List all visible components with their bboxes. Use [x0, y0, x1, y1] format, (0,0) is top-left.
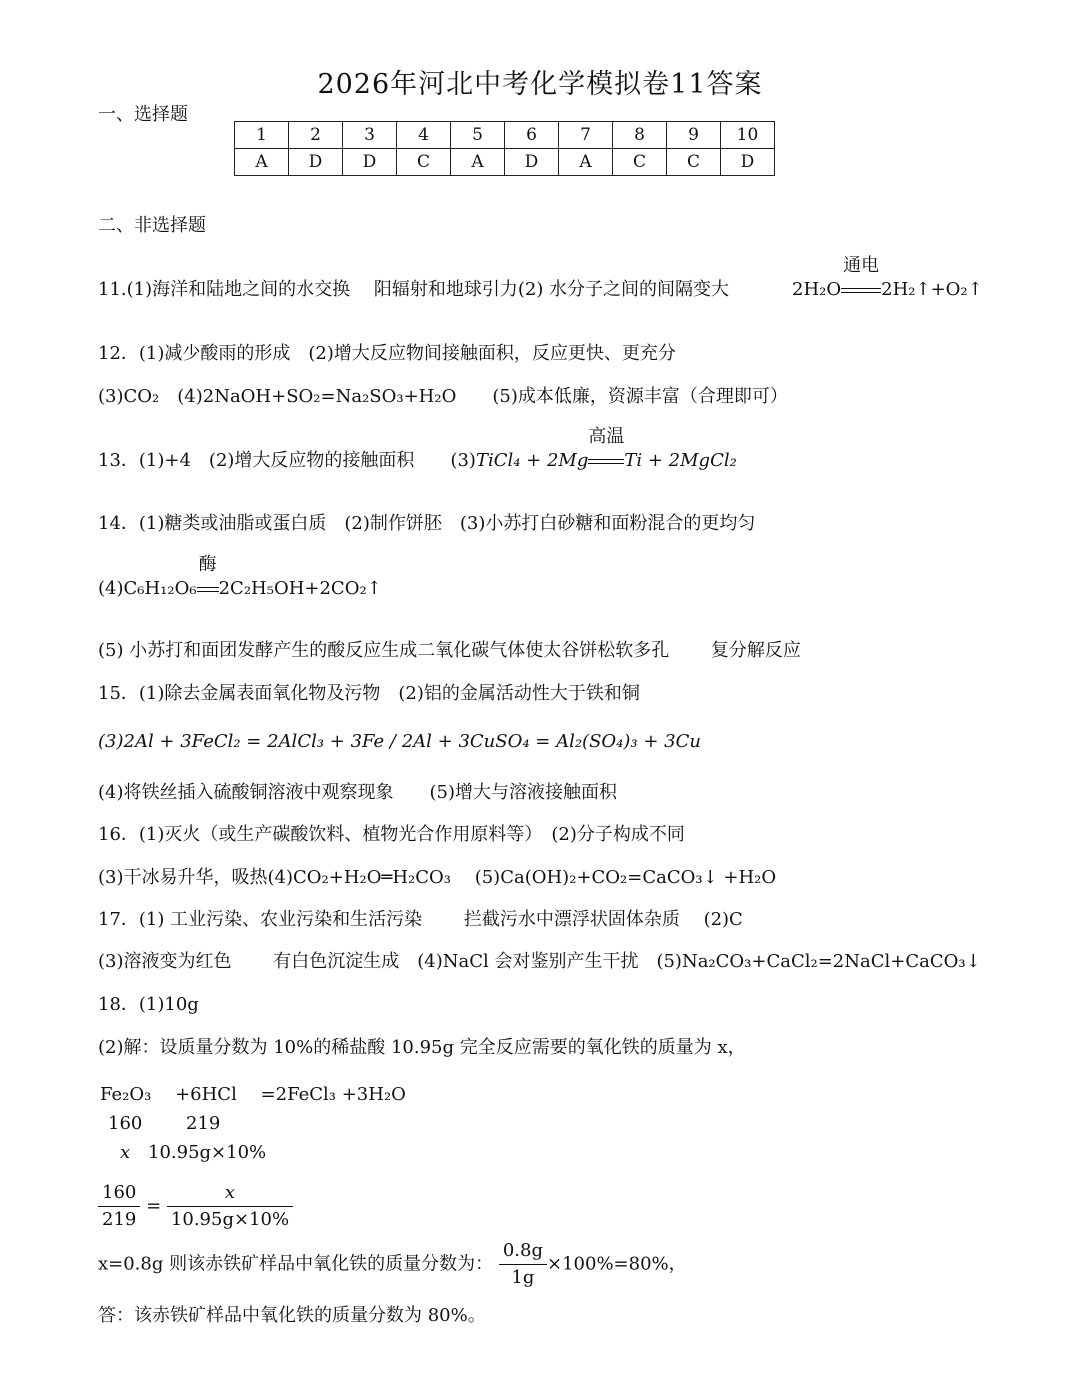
q18-result-num: 0.8g	[499, 1242, 547, 1265]
q14-line3: (5) 小苏打和面团发酵产生的酸反应生成二氧化碳气体使太谷饼松软多孔 复分解反应	[98, 640, 801, 661]
answer-table-answer-cell: C	[667, 149, 721, 176]
q18-result-prefix: x=0.8g 则该赤铁矿样品中氧化铁的质量分数为：	[98, 1253, 494, 1275]
q18-molar-mass-hcl: 219	[186, 1113, 221, 1134]
q17-line1: 17．(1) 工业污染、农业污染和生活污染 拦截污水中漂浮状固体杂质 (2)C	[98, 909, 743, 930]
q15-line3: (4)将铁丝插入硫酸铜溶液中观察现象 (5)增大与溶液接触面积	[98, 782, 617, 803]
q12-line1: 12．(1)减少酸雨的形成 (2)增大反应物间接触面积，反应更快、更充分	[98, 343, 676, 364]
q18-result-suffix: ×100%=80%，	[547, 1253, 687, 1275]
answer-table-answer-cell: D	[343, 149, 397, 176]
q14-eq-left: (4)C₆H₁₂O₆	[98, 578, 197, 599]
q18-result	[98, 1242, 687, 1287]
q11-eq-condition: 通电	[843, 255, 880, 276]
section-choice-heading: 一、选择题	[98, 104, 188, 125]
q14-eq-condition: 酶	[198, 554, 217, 575]
q11-eq-right: 2H₂↑+O₂↑	[881, 279, 983, 300]
q18-reaction: Fe₂O₃ +6HCl =2FeCl₃ +3H₂O	[100, 1084, 406, 1105]
q18-result-den: 1g	[511, 1267, 535, 1288]
q14-eq-right: 2C₂H₅OH+2CO₂↑	[218, 578, 382, 599]
answer-table-number-cell: 2	[289, 122, 343, 149]
q13-line	[98, 426, 737, 471]
answer-table-number-cell: 10	[721, 122, 775, 149]
q13-eq-condition: 高温	[588, 426, 625, 447]
answer-table-answer-cell: D	[289, 149, 343, 176]
q14-line1: 14．(1)糖类或油脂或蛋白质 (2)制作饼胚 (3)小苏打白砂糖和面粉混合的更均匀	[98, 513, 756, 534]
answer-table-number-cell: 3	[343, 122, 397, 149]
answer-table-number-cell: 7	[559, 122, 613, 149]
q11-eq-left: 2H₂O	[792, 279, 842, 300]
q12-line2: (3)CO₂ (4)2NaOH+SO₂=Na₂SO₃+H₂O (5)成本低廉，资源丰富（合理即可）	[98, 386, 788, 407]
answer-table-number-cell: 6	[505, 122, 559, 149]
answer-table-number-cell: 1	[235, 122, 289, 149]
q18-ratio: $\frac{160}{219}$ = $\frac{x}{10.95g\times 10\%}$	[98, 1184, 293, 1229]
q11-equation	[792, 255, 983, 300]
answer-table-answer-cell: D	[505, 149, 559, 176]
answer-table-number-cell: 4	[397, 122, 451, 149]
q15-line1: 15．(1)除去金属表面氧化物及污物 (2)铝的金属活动性大于铁和铜	[98, 683, 640, 704]
q18-ratio-right-den: 10.95g×10%	[170, 1209, 290, 1230]
q13-eq-right: Ti + 2MgCl₂	[624, 450, 737, 471]
q18-line2: (2)解：设质量分数为 10%的稀盐酸 10.95g 完全反应需要的氧化铁的质量为 x，	[98, 1037, 746, 1058]
q18-ratio-right-num: x	[167, 1184, 293, 1207]
q18-final-answer: 答：该赤铁矿样品中氧化铁的质量分数为 80%。	[98, 1305, 486, 1326]
answer-table-answer-cell: C	[613, 149, 667, 176]
answer-table	[234, 121, 775, 176]
q13-eq-left: TiCl₄ + 2Mg	[475, 450, 589, 471]
q18-line1: 18．(1)10g	[98, 994, 199, 1015]
q11-text: 11.(1)海洋和陆地之间的水交换 阳辐射和地球引力(2) 水分子之间的间隔变大	[98, 279, 730, 300]
q18-ratio-left-num: 160	[98, 1184, 140, 1207]
q15-line2: (3)2Al + 3FeCl₂ = 2AlCl₃ + 3Fe / 2Al + 3CuSO₄ = Al₂(SO₄)₃ + 3Cu	[98, 731, 701, 752]
answer-table-answer-cell: A	[559, 149, 613, 176]
answer-table-answer-row	[235, 149, 775, 176]
answer-table-answer-cell: A	[451, 149, 505, 176]
q14-equation	[98, 554, 382, 599]
q18-molar-mass-fe2o3: 160	[108, 1113, 143, 1134]
answer-table-number-cell: 5	[451, 122, 505, 149]
answer-table-number-cell: 8	[613, 122, 667, 149]
answer-table-number-row	[235, 122, 775, 149]
q17-line2: (3)溶液变为红色 有白色沉淀生成 (4)NaCl 会对鉴别产生干扰 (5)Na₂CO₃+CaCl₂=2NaCl+CaCO₃↓	[98, 951, 981, 972]
q18-mass-x: x	[120, 1142, 131, 1163]
section-nonchoice-heading: 二、非选择题	[98, 215, 206, 236]
answer-table-number-cell: 9	[667, 122, 721, 149]
q16-line1: 16．(1)灭火（或生产碳酸饮料、植物光合作用原料等） (2)分子构成不同	[98, 824, 685, 845]
q16-line2: (3)干冰易升华，吸热(4)CO₂+H₂O═H₂CO₃ (5)Ca(OH)₂+CO₂=CaCO₃↓ +H₂O	[98, 867, 777, 888]
q13-text: 13．(1)+4 (2)增大反应物的接触面积 (3)	[98, 450, 476, 471]
answer-table-answer-cell: A	[235, 149, 289, 176]
q18-mass-hcl: 10.95g×10%	[148, 1142, 267, 1163]
answer-table-answer-cell: C	[397, 149, 451, 176]
answer-table-answer-cell: D	[721, 149, 775, 176]
page-title: 2026年河北中考化学模拟卷11答案	[317, 69, 763, 100]
q18-ratio-left-den: 219	[102, 1209, 137, 1230]
